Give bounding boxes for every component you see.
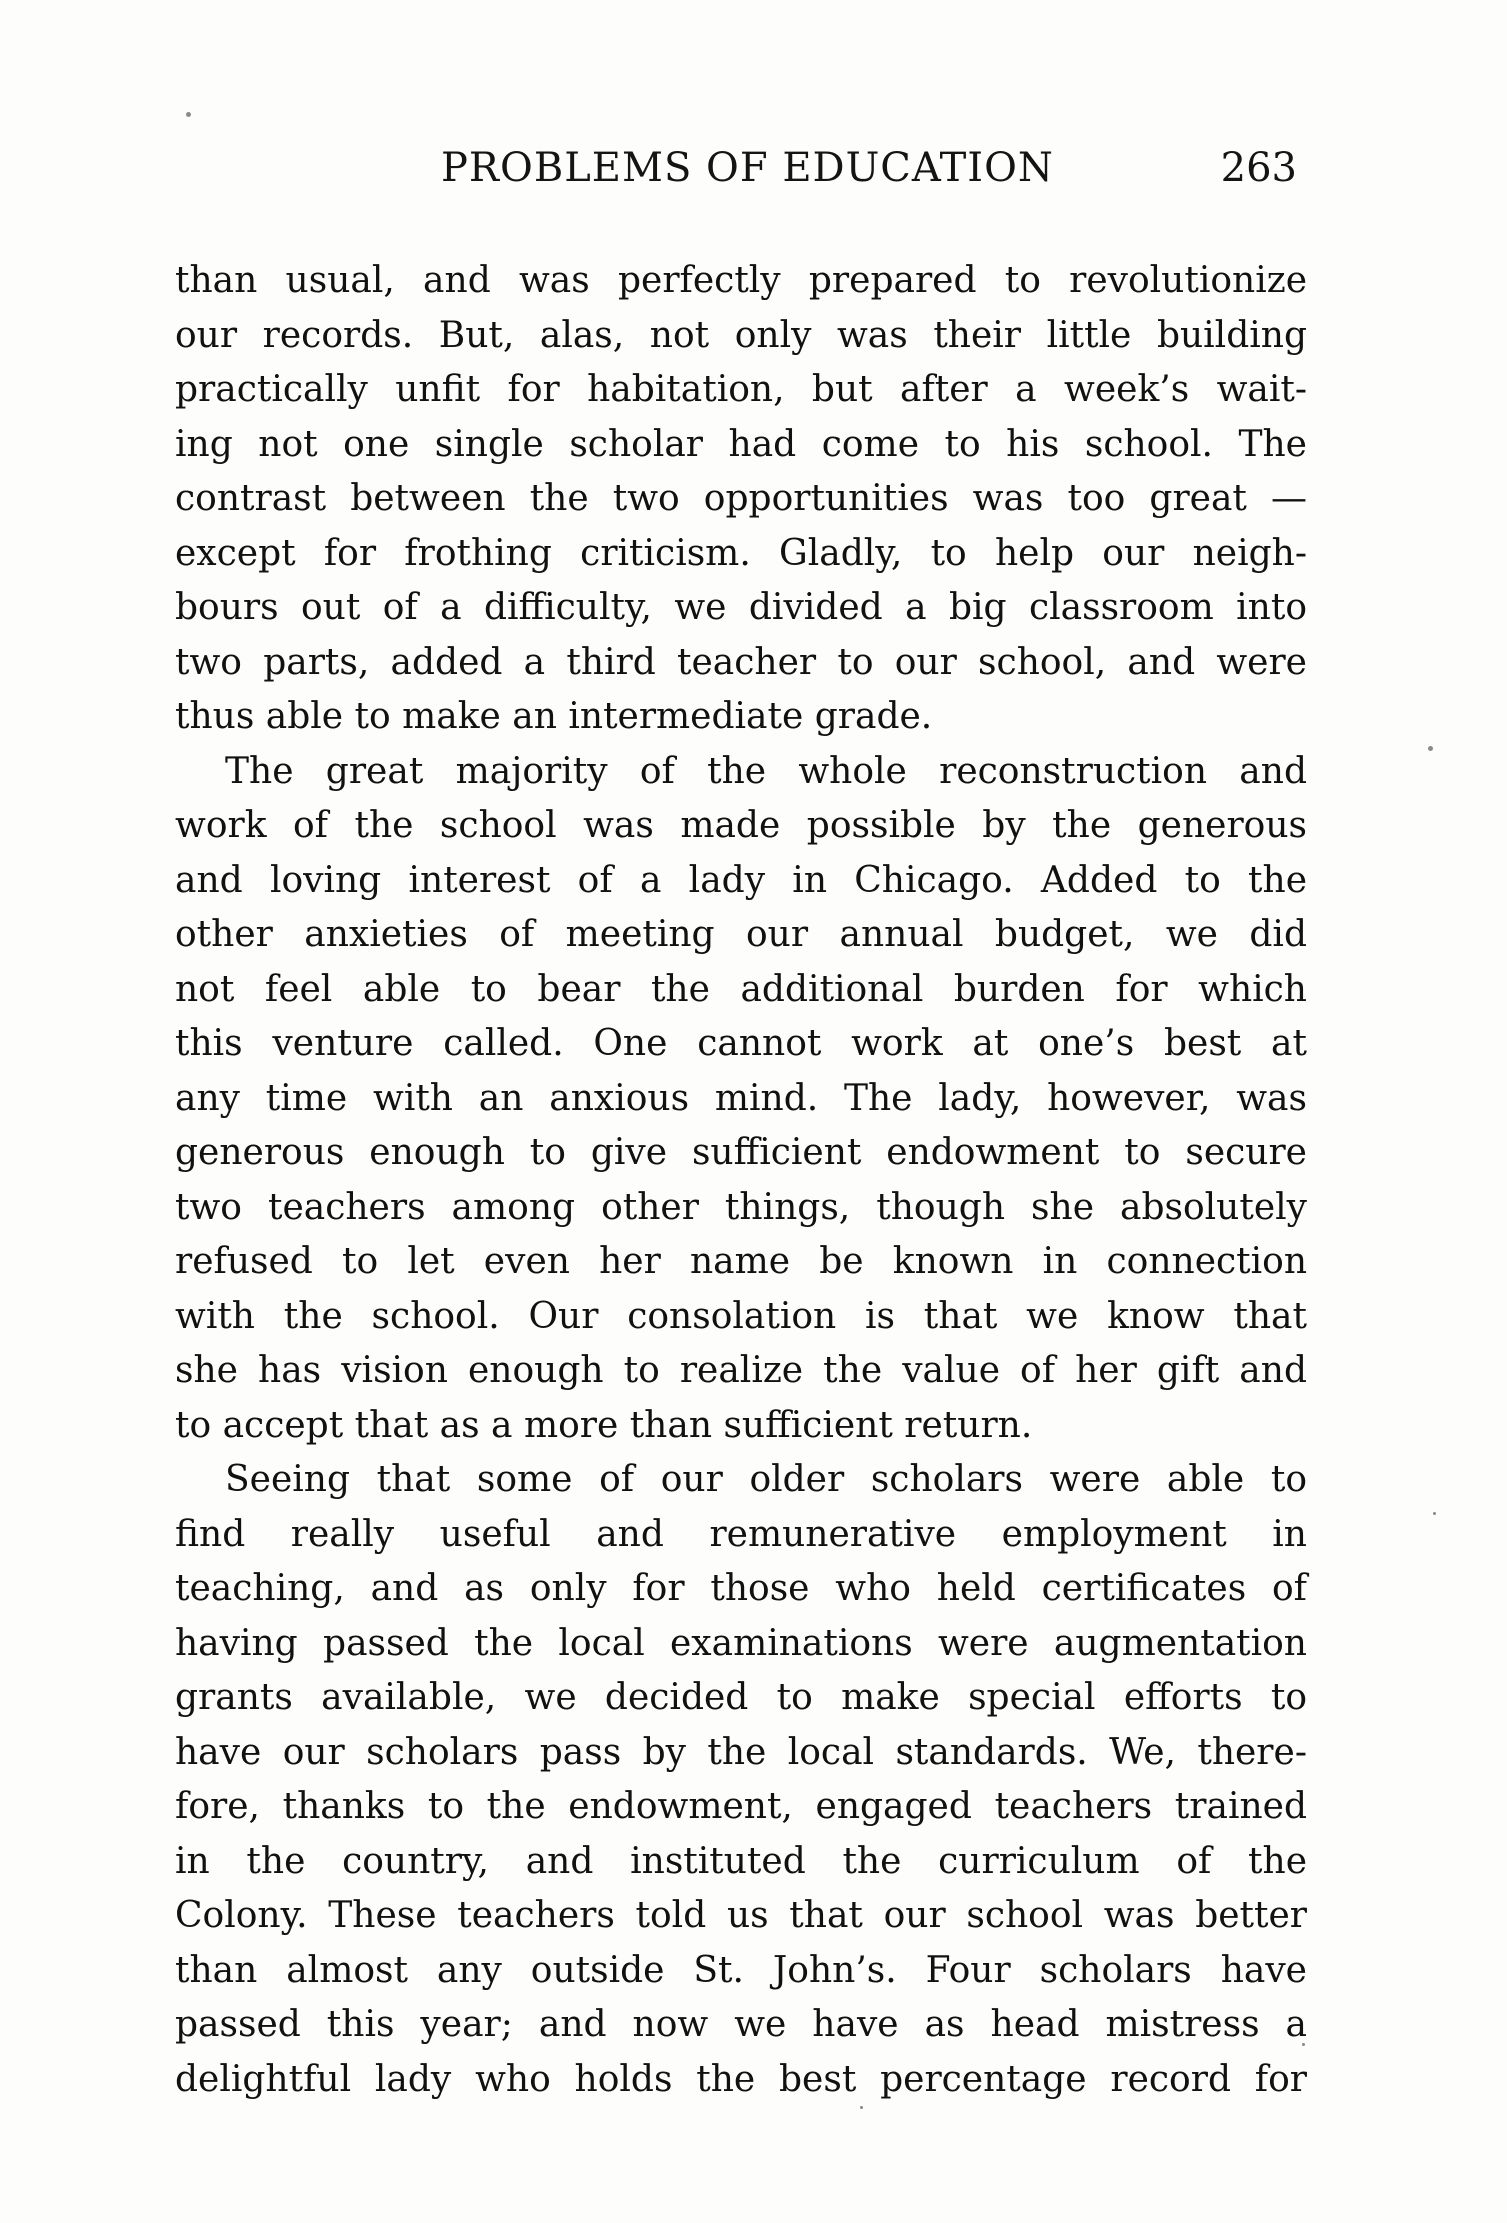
- text-line: having passed the local examinations were augmentation: [175, 1622, 1307, 1664]
- paragraph: [175, 745, 1307, 1454]
- text-line: our records. But, alas, not only was their little building: [175, 314, 1307, 356]
- text-line: and loving interest of a lady in Chicago. Added to the: [175, 859, 1307, 901]
- text-line: contrast between the two opportunities was too great —: [175, 478, 1307, 519]
- running-head: PROBLEMS OF EDUCATION: [441, 145, 1054, 191]
- body-text: [175, 254, 1307, 2107]
- text-line: than almost any outside St. John’s. Four scholars have: [175, 1949, 1307, 1991]
- text-line: thus able to make an intermediate grade.: [175, 696, 933, 737]
- text-line: in the country, and instituted the curriculum of the: [175, 1840, 1307, 1882]
- text-line: she has vision enough to realize the value of her gift and: [175, 1350, 1307, 1391]
- text-line: delightful lady who holds the best percentage record for: [175, 2058, 1307, 2100]
- text-line: with the school. Our consolation is that we know that: [175, 1295, 1307, 1337]
- text-line: fore, thanks to the endowment, engaged teachers trained: [175, 1786, 1307, 1827]
- text-line: The great majority of the whole reconstruction and: [225, 750, 1307, 792]
- text-line: ing not one single scholar had come to his school. The: [175, 423, 1307, 465]
- text-line: find really useful and remunerative employment in: [175, 1513, 1307, 1555]
- text-line: Colony. These teachers told us that our school was better: [175, 1895, 1307, 1936]
- text-line: bours out of a difficulty, we divided a big classroom into: [175, 587, 1307, 628]
- text-line: this venture called. One cannot work at one’s best at: [175, 1023, 1307, 1064]
- text-line: not feel able to bear the additional burden for which: [175, 968, 1307, 1010]
- text-line: work of the school was made possible by the generous: [175, 805, 1307, 846]
- text-line: have our scholars pass by the local standards. We, there-: [175, 1731, 1307, 1773]
- text-line: to accept that as a more than sufficient return.: [175, 1404, 1033, 1446]
- text-line: passed this year; and now we have as head mistress a: [175, 2004, 1307, 2045]
- paragraph: [175, 1453, 1307, 2107]
- text-line: two teachers among other things, though she absolutely: [175, 1186, 1307, 1228]
- text-line: refused to let even her name be known in connection: [175, 1241, 1307, 1282]
- paragraph: [175, 254, 1307, 745]
- text-line: except for frothing criticism. Gladly, to help our neigh-: [175, 532, 1307, 574]
- page-number: 263: [1220, 145, 1297, 191]
- text-line: teaching, and as only for those who held certificates of: [175, 1568, 1307, 1609]
- page-header: [175, 145, 1305, 215]
- text-line: other anxieties of meeting our annual budget, we did: [175, 914, 1307, 955]
- text-line: practically unfit for habitation, but after a week’s wait-: [175, 369, 1307, 410]
- text-line: any time with an anxious mind. The lady, however, was: [175, 1077, 1307, 1119]
- text-line: Seeing that some of our older scholars were able to: [225, 1459, 1307, 1500]
- text-line: generous enough to give sufficient endowment to secure: [175, 1132, 1307, 1173]
- text-line: than usual, and was perfectly prepared to revolutionize: [175, 260, 1307, 301]
- text-line: two parts, added a third teacher to our school, and were: [175, 641, 1307, 683]
- text-line: grants available, we decided to make special efforts to: [175, 1677, 1307, 1718]
